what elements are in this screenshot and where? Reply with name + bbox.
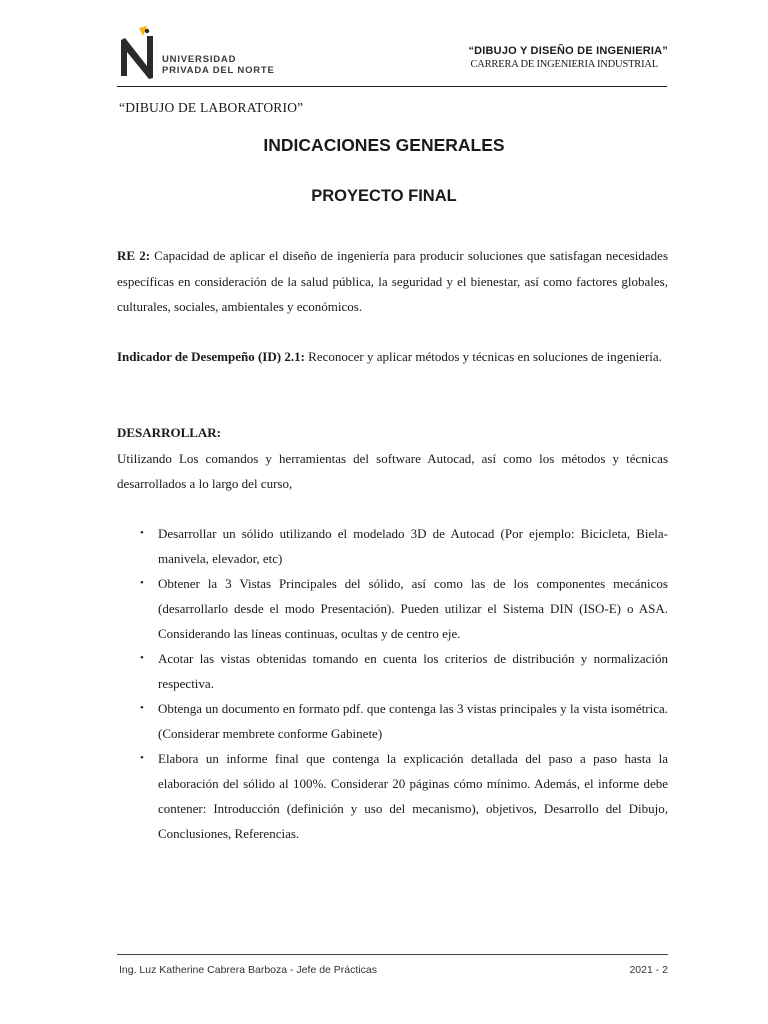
bullet-icon: • xyxy=(140,752,144,764)
indicator-paragraph xyxy=(117,344,668,370)
list-item-text: Desarrollar un sólido utilizando el modelado 3D de Autocad (Por ejemplo: Bicicleta, Biela-manivela, elevador, etc) xyxy=(158,526,668,566)
header-divider xyxy=(117,86,667,87)
footer-author: Ing. Luz Katherine Cabrera Barboza - Jefe de Prácticas xyxy=(119,964,377,976)
upn-logo-icon xyxy=(117,24,161,82)
indicator-label: Indicador de Desempeño (ID) 2.1: xyxy=(117,349,305,364)
page-subheading: PROYECTO FINAL xyxy=(311,187,457,205)
bullet-icon: • xyxy=(140,527,144,539)
re2-text: Capacidad de aplicar el diseño de ingeniería para producir soluciones que satisfagan necesidades específicas en consideración de la salud pública, la seguridad y el bienestar, así como factores globales, culturales, sociales, ambientales y económicos. xyxy=(117,248,669,314)
page-heading: INDICACIONES GENERALES xyxy=(263,135,505,155)
list-item-text: Elabora un informe final que contenga la explicación detallada del paso a paso hasta la elaboración del sólido al 100%. Considerar 20 páginas cómo mínimo. Además, el informe debe contener: Introducción (definición y uso del mecanismo), objetivos, Desarrollo del Dibujo, Conclusiones, Referencias. xyxy=(158,751,668,841)
list-item-text: Obtenga un documento en formato pdf. que contenga las 3 vistas principales y la vista isométrica. (Considerar membrete conforme Gabinete) xyxy=(158,701,668,741)
list-item xyxy=(140,646,668,696)
footer-term: 2021 - 2 xyxy=(629,964,668,976)
list-item-text: Obtener la 3 Vistas Principales del sólido, así como las de los componentes mecánicos (desarrollarlo desde el modo Presentación). Pueden utilizar el Sistema DIN (ISO-E) o ASA. Considerando las líneas continuas, ocultas y de centro eje. xyxy=(158,576,668,641)
indicator-text: Reconocer y aplicar métodos y técnicas en soluciones de ingeniería. xyxy=(304,349,662,364)
list-item-text: Acotar las vistas obtenidas tomando en cuenta los criterios de distribución y normalización respectiva. xyxy=(158,651,668,691)
career-subtitle: CARRERA DE INGENIERIA INDUSTRIAL xyxy=(470,59,658,70)
logo-line1: UNIVERSIDAD xyxy=(162,54,237,65)
re2-paragraph xyxy=(117,243,668,320)
list-item xyxy=(140,571,668,646)
bullet-icon: • xyxy=(140,652,144,664)
develop-section xyxy=(117,420,668,497)
bullet-icon: • xyxy=(140,577,144,589)
logo-line2: PRIVADA DEL NORTE xyxy=(162,65,275,76)
lab-title: “DIBUJO DE LABORATORIO” xyxy=(119,100,304,115)
bullet-icon: • xyxy=(140,702,144,714)
develop-label: DESARROLLAR: xyxy=(117,425,222,440)
list-item xyxy=(140,696,668,746)
list-item xyxy=(140,746,668,846)
list-item xyxy=(140,521,668,571)
footer-divider xyxy=(117,954,668,955)
develop-text: Utilizando Los comandos y herramientas del software Autocad, así como los métodos y técnicas desarrollados a lo largo del curso, xyxy=(117,450,668,491)
logo-text xyxy=(162,54,275,76)
task-list xyxy=(140,521,668,846)
course-title: “DIBUJO Y DISEÑO DE INGENIERIA” xyxy=(468,45,668,57)
re2-label: RE 2: xyxy=(117,248,151,263)
